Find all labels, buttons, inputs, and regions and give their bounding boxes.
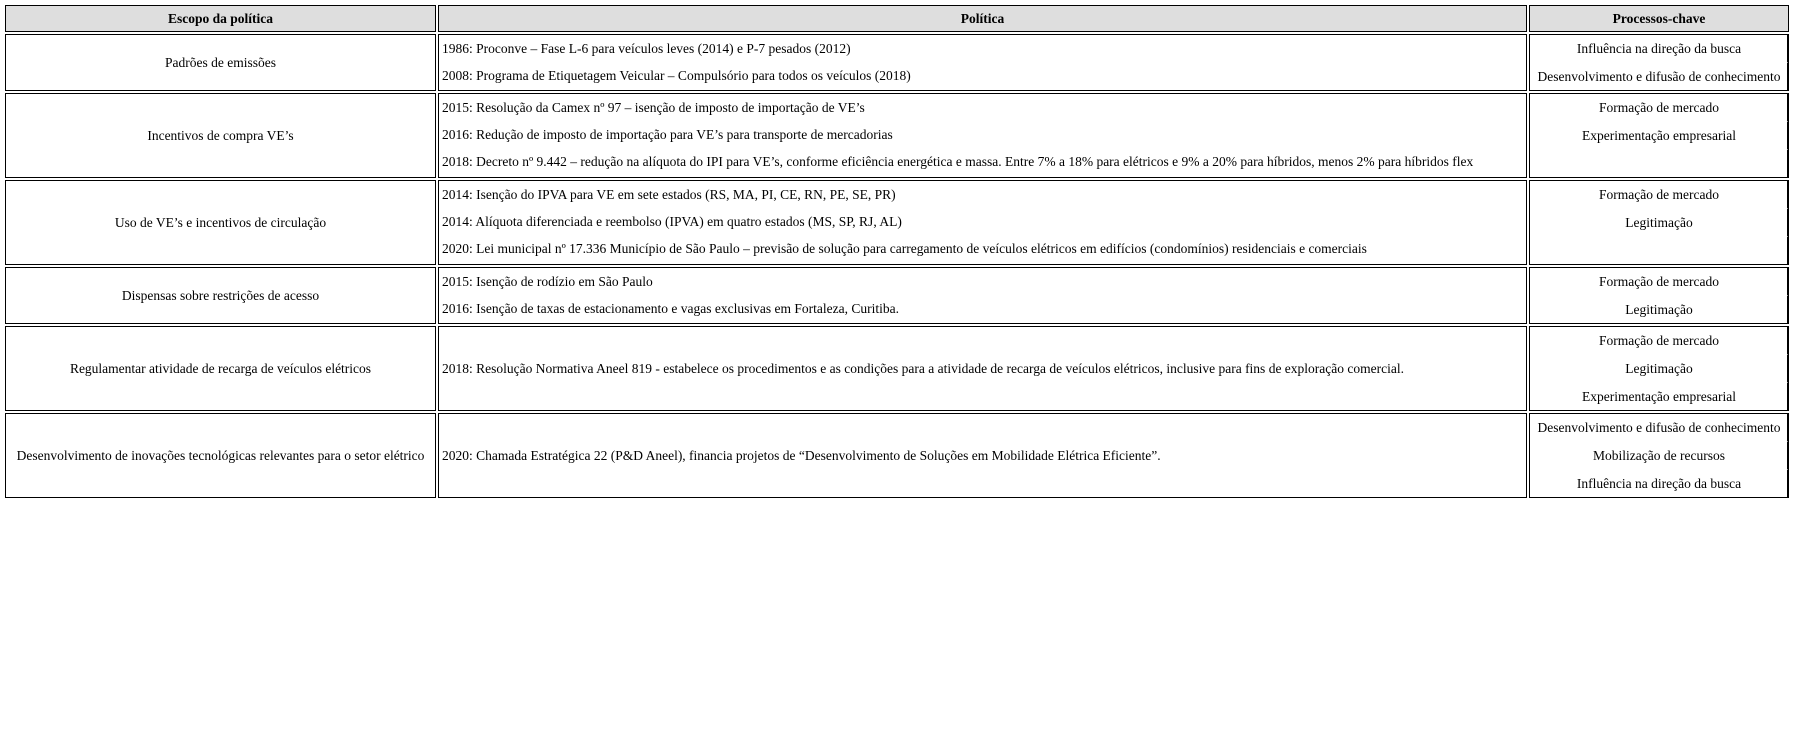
scope-cell: Dispensas sobre restrições de acesso: [5, 267, 436, 324]
policy-item: 2020: Lei municipal nº 17.336 Município de São Paulo – previsão de solução para carregamento de veículos elétricos em edifícios (condomínios) residenciais e comerciais: [442, 241, 1367, 256]
header-processes: Processos-chave: [1529, 5, 1789, 32]
policy-cell: [438, 326, 1527, 411]
header-policy: Política: [438, 5, 1527, 32]
table-body: [5, 32, 1789, 498]
process-item: Formação de mercado: [1530, 94, 1788, 121]
process-item: Legitimação: [1530, 354, 1788, 382]
table-row: [5, 413, 1789, 498]
process-item: Formação de mercado: [1530, 268, 1788, 295]
policy-cell: [438, 267, 1527, 324]
scope-cell: Regulamentar atividade de recarga de veículos elétricos: [5, 326, 436, 411]
header-row: [5, 5, 1789, 32]
policy-cell: [438, 93, 1527, 178]
policy-item: 2016: Isenção de taxas de estacionamento e vagas exclusivas em Fortaleza, Curitiba.: [442, 301, 899, 316]
policy-cell: [438, 180, 1527, 265]
process-item: Desenvolvimento e difusão de conhecimento: [1530, 414, 1788, 441]
processes-cell: [1529, 34, 1789, 91]
process-item: Experimentação empresarial: [1530, 121, 1788, 149]
table-row: [5, 326, 1789, 411]
policy-item: 2018: Decreto nº 9.442 – redução na alíquota do IPI para VE’s, conforme eficiência energética e massa. Entre 7% a 18% para elétricos e 9% a 20% para híbridos, menos 2% para híbridos flex: [442, 154, 1474, 169]
policy-item: 2020: Chamada Estratégica 22 (P&D Aneel), financia projetos de “Desenvolvimento de Soluções em Mobilidade Elétrica Eficiente”.: [442, 447, 1161, 463]
policy-item: 2016: Redução de imposto de importação para VE’s para transporte de mercadorias: [442, 127, 893, 142]
scope-cell: Desenvolvimento de inovações tecnológicas relevantes para o setor elétrico: [5, 413, 436, 498]
processes-cell: [1529, 180, 1789, 265]
policy-item: 2018: Resolução Normativa Aneel 819 - estabelece os procedimentos e as condições para a atividade de recarga de veículos elétricos, inclusive para fins de exploração comercial.: [442, 360, 1404, 376]
table-row: [5, 34, 1789, 91]
processes-cell: [1529, 267, 1789, 324]
process-item: Desenvolvimento e difusão de conhecimento: [1530, 62, 1788, 90]
scope-cell: Uso de VE’s e incentivos de circulação: [5, 180, 436, 265]
header-scope: Escopo da política: [5, 5, 436, 32]
processes-cell: [1529, 93, 1789, 178]
process-item: Influência na direção da busca: [1530, 35, 1788, 62]
process-item: Mobilização de recursos: [1530, 441, 1788, 469]
process-item: Experimentação empresarial: [1530, 382, 1788, 410]
policy-item: 2008: Programa de Etiquetagem Veicular – Compulsório para todos os veículos (2018): [442, 68, 911, 83]
policy-table: [3, 5, 1791, 498]
process-item: [1530, 149, 1788, 177]
policy-item: 2014: Alíquota diferenciada e reembolso (IPVA) em quatro estados (MS, SP, RJ, AL): [442, 214, 902, 229]
policy-item: 2015: Resolução da Camex nº 97 – isenção de imposto de importação de VE’s: [442, 100, 865, 115]
process-item: Legitimação: [1530, 208, 1788, 236]
table-row: [5, 180, 1789, 265]
table-row: [5, 93, 1789, 178]
policy-cell: [438, 34, 1527, 91]
scope-cell: Padrões de emissões: [5, 34, 436, 91]
process-item: Formação de mercado: [1530, 181, 1788, 208]
table-row: [5, 267, 1789, 324]
processes-cell: [1529, 326, 1789, 411]
policy-table-container: [5, 5, 1791, 498]
process-item: [1530, 236, 1788, 264]
process-item: Formação de mercado: [1530, 327, 1788, 354]
policy-item: 2014: Isenção do IPVA para VE em sete estados (RS, MA, PI, CE, RN, PE, SE, PR): [442, 187, 896, 202]
policy-item: 2015: Isenção de rodízio em São Paulo: [442, 274, 653, 289]
scope-cell: Incentivos de compra VE’s: [5, 93, 436, 178]
policy-item: 1986: Proconve – Fase L-6 para veículos leves (2014) e P-7 pesados (2012): [442, 41, 851, 56]
process-item: Influência na direção da busca: [1530, 469, 1788, 497]
policy-cell: [438, 413, 1527, 498]
processes-cell: [1529, 413, 1789, 498]
process-item: Legitimação: [1530, 295, 1788, 323]
